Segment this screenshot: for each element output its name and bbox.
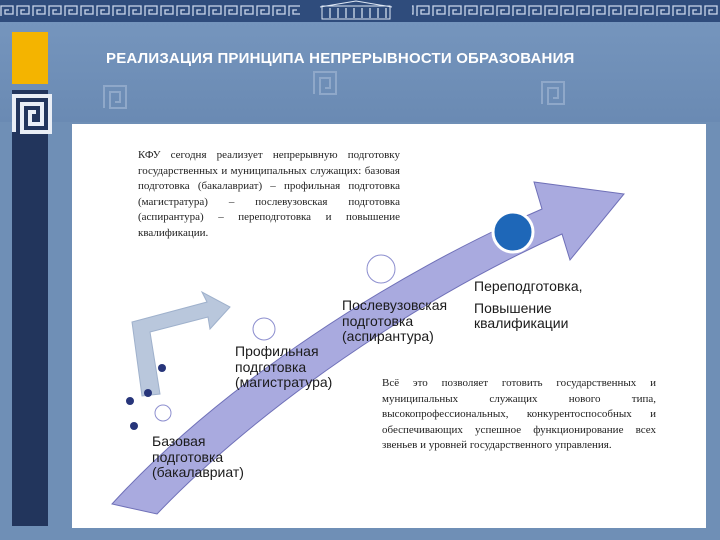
bullet-dot	[144, 389, 152, 397]
stage-line: (бакалавриат)	[152, 464, 244, 480]
spiral-ornament-icon	[540, 80, 566, 106]
stage-line: квалификации	[474, 315, 569, 331]
stage-dot	[155, 405, 171, 421]
stage-line: подготовка	[152, 448, 224, 465]
bent-arrow-icon	[132, 292, 230, 396]
stage-dot	[367, 255, 395, 283]
stage-dot-highlight	[493, 212, 533, 252]
building-logo	[300, 0, 412, 22]
bullet-dot	[130, 422, 138, 430]
spiral-ornament-icon	[102, 84, 128, 110]
stage-label-master	[235, 344, 332, 391]
bullet-dot	[126, 397, 134, 405]
content-panel	[72, 124, 706, 528]
stage-line: (магистратура)	[235, 374, 333, 390]
bullet-dot	[158, 364, 166, 372]
stage-line: Переподготовка,	[474, 278, 583, 294]
yellow-accent-square	[12, 32, 48, 84]
left-vertical-bar	[12, 90, 48, 526]
stage-line: подготовка	[235, 358, 307, 375]
stage-line: Послевузовская	[342, 297, 448, 313]
intro-text: КФУ сегодня реализует непрерывную подготовку государственных и муниципальных служащих: базовая подготовка (бакалавриат) – профильная подготовка (магистратура) – послевузовская подготовка (аспирантура) – переподготовка и повышение квалификации.	[138, 149, 400, 239]
stage-label-retraining	[474, 279, 583, 332]
stage-dot	[253, 318, 275, 340]
stage-line: Базовая	[152, 433, 206, 449]
stage-line: (аспирантура)	[342, 328, 434, 344]
spiral-ornament-icon	[312, 70, 338, 96]
conclusion-text: Всё это позволяет готовить государственных и муниципальных служащих нового типа, высокопрофессиональных, конкурентоспособных и обеспечивающих успешное функционирование всех звеньев и уровней государственного управления.	[382, 377, 656, 451]
slide-title: РЕАЛИЗАЦИЯ ПРИНЦИПА НЕПРЕРЫВНОСТИ ОБРАЗОВАНИЯ	[106, 50, 575, 67]
spiral-ornament-icon	[10, 92, 54, 136]
stage-line: подготовка	[342, 312, 414, 329]
stage-label-postgraduate	[342, 298, 447, 345]
stage-label-bachelor	[152, 434, 244, 481]
stage-line: Повышение	[474, 299, 552, 316]
stage-line: Профильная	[235, 343, 319, 359]
